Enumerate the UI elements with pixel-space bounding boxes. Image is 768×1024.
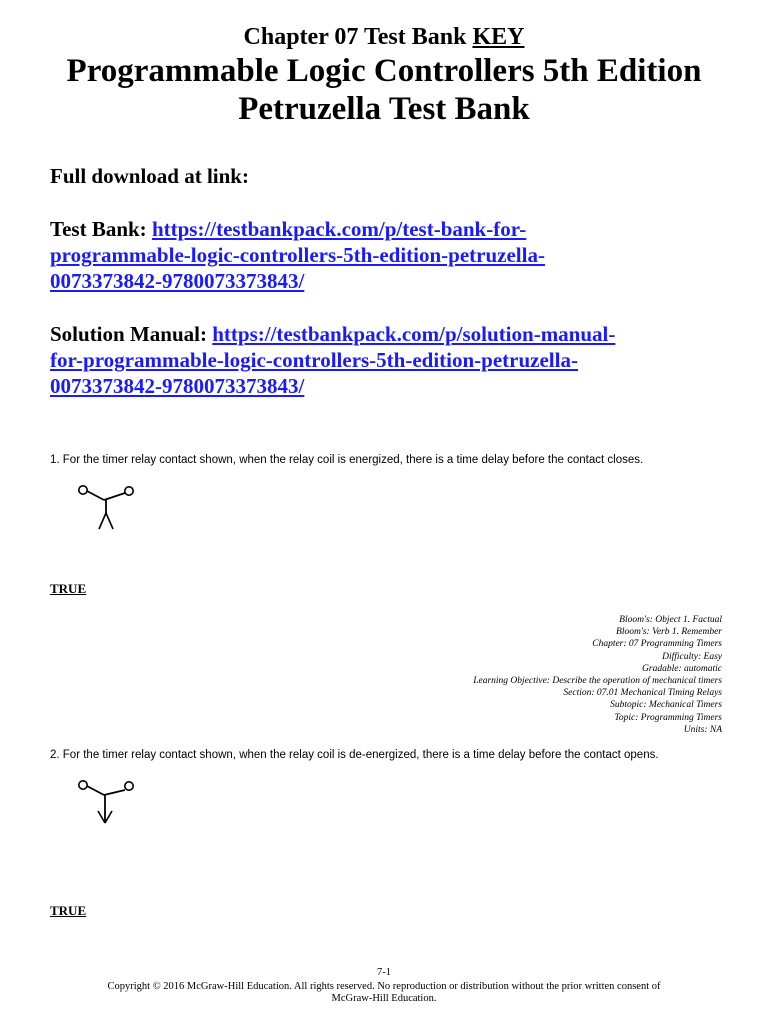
meta-blooms-verb: Bloom's: Verb 1. Remember xyxy=(616,627,722,638)
solution-link-part-3[interactable]: 0073373842-9780073373843/ xyxy=(50,374,305,398)
meta-subtopic: Subtopic: Mechanical Timers xyxy=(610,700,722,711)
timed-closing-contact-icon xyxy=(76,482,140,534)
question-1-text: 1. For the timer relay contact shown, when the relay coil is energized, there is a time delay before the contact closes. xyxy=(50,454,644,466)
meta-chapter: Chapter: 07 Programming Timers xyxy=(592,639,722,650)
test-bank-paragraph xyxy=(50,216,730,294)
solution-link-part-1[interactable]: https://testbankpack.com/p/solution-manual- xyxy=(212,322,616,346)
meta-topic: Topic: Programming Timers xyxy=(614,712,722,723)
test-bank-link-part-1[interactable]: https://testbankpack.com/p/test-bank-for- xyxy=(151,217,527,241)
meta-units: Units: NA xyxy=(683,724,722,735)
solution-link-part-2[interactable]: for-programmable-logic-controllers-5th-edition-petruzella- xyxy=(50,348,578,372)
book-title-line-2: Petruzella Test Bank xyxy=(238,91,530,127)
meta-blooms-object: Bloom's: Object 1. Factual xyxy=(619,615,722,625)
meta-section: Section: 07.01 Mechanical Timing Relays xyxy=(563,688,722,699)
test-bank-link-part-3[interactable]: 0073373842-9780073373843/ xyxy=(50,269,305,293)
meta-learning-objective: Learning Objective: Describe the operation of mechanical timers xyxy=(473,676,722,687)
key-label: KEY xyxy=(472,24,525,50)
test-bank-label: Test Bank: xyxy=(50,217,152,241)
meta-gradable: Gradable: automatic xyxy=(642,663,722,674)
page-footer xyxy=(0,967,768,1006)
full-download-label: Full download at link: xyxy=(50,164,249,188)
page-header xyxy=(0,22,768,128)
question-1-answer: TRUE xyxy=(50,581,87,596)
solution-manual-label: Solution Manual: xyxy=(50,322,213,346)
chapter-text: Chapter 07 Test Bank xyxy=(243,24,473,50)
copyright-line-2: McGraw-Hill Education. xyxy=(331,993,437,1004)
download-section xyxy=(50,163,730,399)
page-number: 7-1 xyxy=(377,967,391,978)
question-2-answer: TRUE xyxy=(50,903,87,918)
timed-opening-contact-icon xyxy=(76,777,140,829)
question-2-text: 2. For the timer relay contact shown, when the relay coil is de-energized, there is a time delay before the contact opens. xyxy=(50,749,659,761)
copyright-line-1: Copyright © 2016 McGraw-Hill Education. All rights reserved. No reproduction or distribution without the prior written consent of xyxy=(107,980,661,992)
meta-difficulty: Difficulty: Easy xyxy=(662,651,722,662)
book-title-line-1: Programmable Logic Controllers 5th Edition xyxy=(66,53,702,89)
chapter-label xyxy=(0,22,768,52)
solution-manual-paragraph xyxy=(50,321,730,399)
question-metadata xyxy=(473,614,722,736)
test-bank-link-part-2[interactable]: programmable-logic-controllers-5th-edition-petruzella- xyxy=(50,243,545,267)
